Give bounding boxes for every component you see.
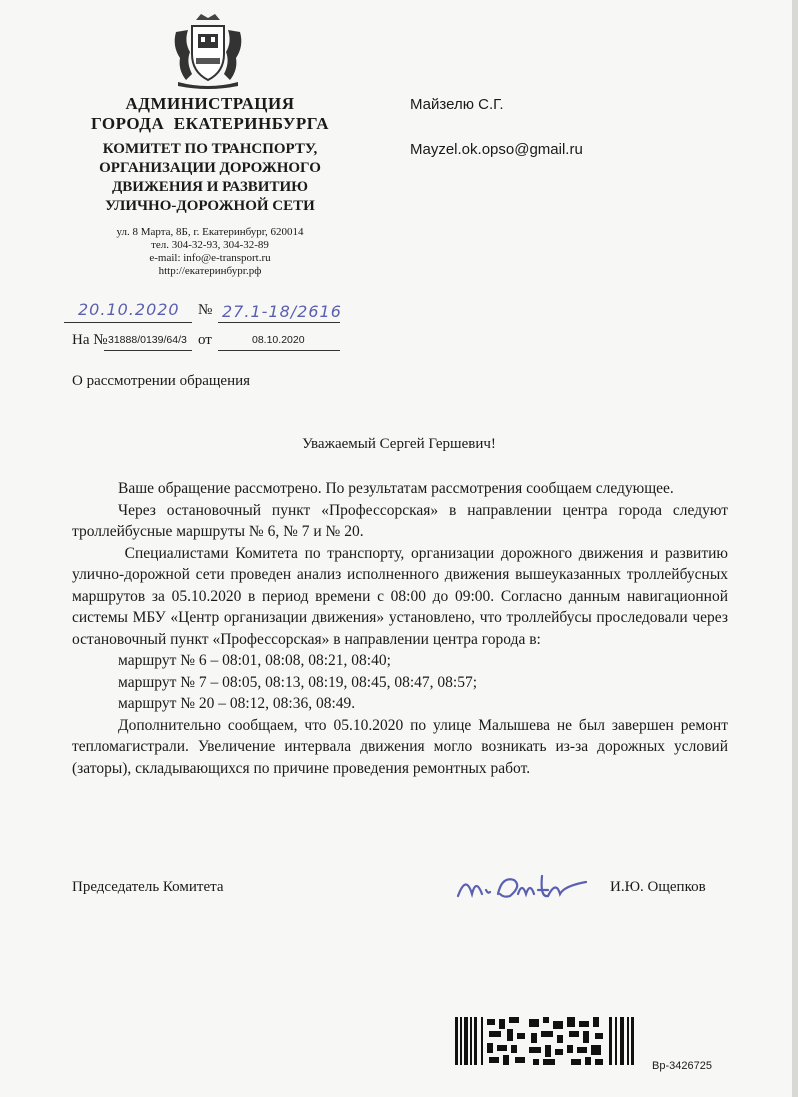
reply-date-underline <box>218 350 340 351</box>
signatory-title: Председатель Комитета <box>72 879 224 895</box>
number-underline <box>218 322 340 323</box>
document-code: Вр-3426725 <box>652 1060 712 1072</box>
handwritten-number: 27.1-18/2616 <box>222 302 342 321</box>
signatory-name: И.Ю. Ощепков <box>610 879 706 895</box>
date-underline <box>64 322 192 323</box>
document-barcode <box>455 1015 635 1067</box>
coat-of-arms-emblem <box>168 12 248 90</box>
salutation: Уважаемый Сергей Гершевич! <box>302 436 496 452</box>
email-text: e-mail: info@e-transport.ru <box>149 252 271 264</box>
reply-to-number: 31888/0139/64/3 <box>108 334 187 346</box>
recipient-email: Mayzel.ok.opso@gmail.ru <box>410 141 583 158</box>
reply-number-underline <box>104 350 192 351</box>
route-6: маршрут № 6 – 08:01, 08:08, 08:21, 08:40; <box>118 652 391 669</box>
handwritten-date: 20.10.2020 <box>78 300 180 319</box>
paragraph-2: Через остановочный пункт «Профессорская» в направлении центра города следуют троллейбусные маршруты № 6, № 7 и № 20. <box>72 501 728 540</box>
paragraph-3: Специалистами Комитета по транспорту, организации дорожного движения и развитию улично-дорожной сети проведен анализ исполненного движения вышеуказанных троллейбусных маршрутов за 05.10.2020 в период времени с 08:00 до 09:00. Согласно данным навигационной системы МБУ «Центр организации движения» установлено, что троллейбусы проследовали через остановочный пункт «Профессорская» в направлении центра города в: <box>72 544 732 648</box>
committee-line-3: ДВИЖЕНИЯ И РАЗВИТИЮ <box>111 179 309 195</box>
phone-text: тел. 304-32-93, 304-32-89 <box>151 239 269 251</box>
administration-title <box>60 94 360 134</box>
site-text: http://екатеринбург.рф <box>158 265 262 277</box>
letterhead-contacts <box>60 226 360 278</box>
address-text: ул. 8 Марта, 8Б, г. Екатеринбург, 620014 <box>116 226 304 238</box>
paper-edge <box>792 0 798 1097</box>
number-sign: № <box>198 302 213 318</box>
route-20: маршрут № 20 – 08:12, 08:36, 08:49. <box>118 695 356 712</box>
administration-line-2: ГОРОДА ЕКАТЕРИНБУРГА <box>91 114 329 133</box>
handwritten-signature <box>452 868 592 904</box>
reply-to-date: 08.10.2020 <box>252 334 305 346</box>
reply-to-label: На № <box>72 332 108 348</box>
committee-line-1: КОМИТЕТ ПО ТРАНСПОРТУ, <box>102 141 318 157</box>
subject-line: О рассмотрении обращения <box>72 373 251 389</box>
committee-title <box>60 140 360 216</box>
paragraph-closing: Дополнительно сообщаем, что 05.10.2020 по улице Малышева не был завершен ремонт тепломагистрали. Увеличение интервала движения могло возникать из-за дорожных условий (заторы), складывающихся по причине проведения ремонтных работ. <box>72 716 728 777</box>
recipient-name: Майзелю С.Г. <box>410 96 504 113</box>
administration-line-1: АДМИНИСТРАЦИЯ <box>125 94 295 113</box>
committee-line-2: ОРГАНИЗАЦИИ ДОРОЖНОГО <box>99 160 321 176</box>
letter-body <box>72 478 732 779</box>
from-label: от <box>198 332 212 348</box>
route-7: маршрут № 7 – 08:05, 08:13, 08:19, 08:45, 08:47, 08:57; <box>118 673 478 691</box>
paragraph-1: Ваше обращение рассмотрено. По результатам рассмотрения сообщаем следующее. <box>118 480 674 497</box>
committee-line-4: УЛИЧНО-ДОРОЖНОЙ СЕТИ <box>105 198 315 214</box>
